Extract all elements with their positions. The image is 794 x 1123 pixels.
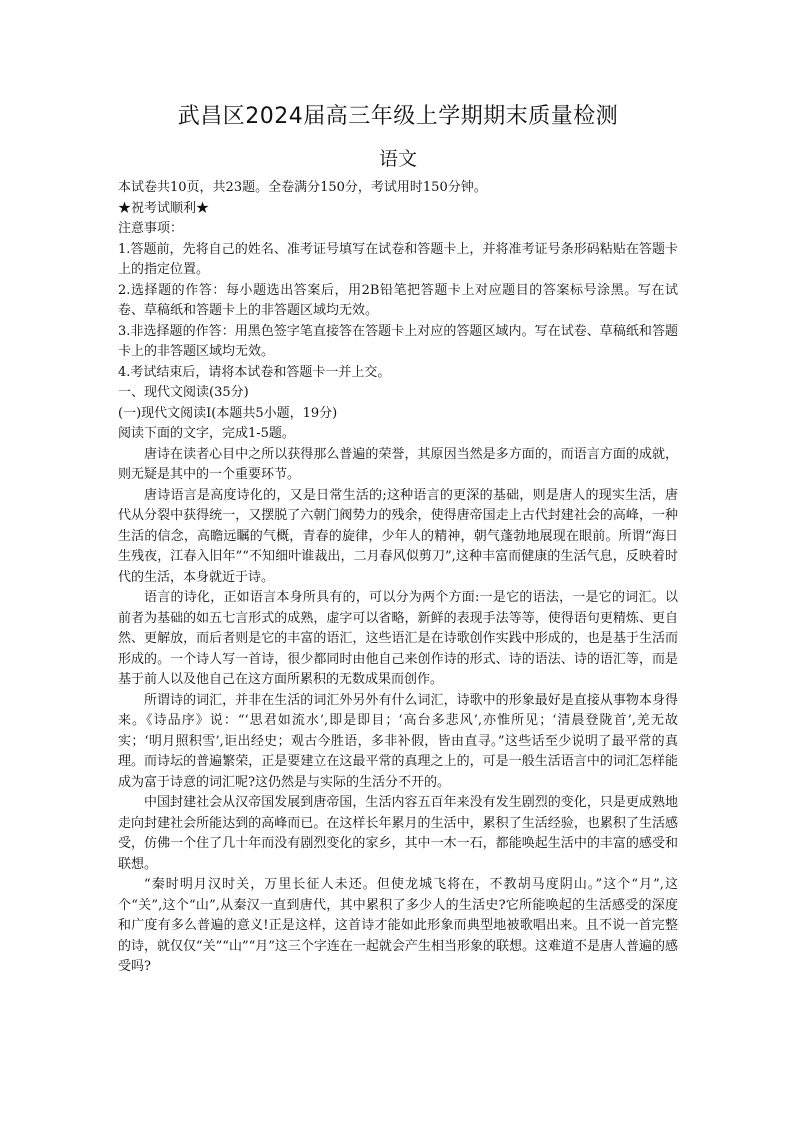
notice-item-3: 3.非选择题的作答：用黑色签字笔直接答在答题卡上对应的答题区域内。写在试卷、草稿纸和答题卡上的非答题区域均无效。: [118, 323, 678, 359]
section-subheading: (一)现代文阅读I(本题共5小题，19分): [118, 405, 338, 421]
passage-paragraph-6: “秦时明月汉时关，万里长征人未还。但使龙城飞将在，不教胡马度阴山。”这个“月”,这个“关”,这个“山”,从秦汉一直到唐代，其中累积了多少人的生活史?它所能唤起的生活感受的深度和广度有多么普遍的意义!正是这样，这首诗才能如此形象而典型地被歌唱出来。且不说一首完整的诗，就仅仅“关”“山”“月”这三个字连在一起就会产生相当形象的联想。这难道不是唐人普遍的感受吗?: [118, 877, 678, 974]
good-luck-line: ★祝考试顺利★: [118, 200, 210, 216]
section-heading: 一、现代文阅读(35分): [118, 385, 249, 400]
exam-info: 本试卷共10页，共23题。全卷满分150分，考试用时150分钟。: [118, 180, 487, 195]
reading-instruction: 阅读下面的文字，完成1-5题。: [118, 426, 295, 441]
passage-paragraph-1: 唐诗在读者心目中之所以获得那么普遍的荣誉，其原因当然是多方面的，而语言方面的成就，则无疑是其中的一个重要环节。: [118, 446, 678, 482]
notice-heading: 注意事项：: [118, 221, 184, 236]
passage-paragraph-5: 中国封建社会从汉帝国发展到唐帝国，生活内容五百年来没有发生剧烈的变化，只是更成熟地走向封建社会所能达到的高峰而已。在这样长年累月的生活中，累积了生活经验，也累积了生活感受，仿佛一个住了几十年而没有剧烈变化的家乡，其中一木一石，都能唤起生活中的丰富的感受和联想。: [118, 795, 678, 872]
notice-item-2: 2.选择题的作答：每小题选出答案后，用2B铅笔把答题卡上对应题目的答案标号涂黑。写在试卷、草稿纸和答题卡上的非答题区域均无效。: [118, 282, 678, 318]
notice-item-1: 1.答题前，先将自己的姓名、准考证号填写在试卷和答题卡上，并将准考证号条形码粘贴在答题卡上的指定位置。: [118, 241, 678, 277]
passage-paragraph-2: 唐诗语言是高度诗化的，又是日常生活的;这种语言的更深的基础，则是唐人的现实生活，唐代从分裂中获得统一，又摆脱了六朝门阀势力的残余，使得唐帝国走上古代封建社会的高峰，一种生活的信念，高瞻远瞩的气概，青春的旋律，少年人的精神，朝气蓬勃地展现在眼前。所谓“海日生残夜，江春入旧年”“不知细叶谁裁出，二月春风似剪刀”,这种丰富而健康的生活气息，反映着时代的生活，本身就近于诗。: [118, 487, 678, 585]
exam-title: 武昌区2024届高三年级上学期期末质量检测: [177, 104, 619, 129]
exam-page: [118, 96, 678, 978]
passage-paragraph-3: 语言的诗化，正如语言本身所具有的，可以分为两个方面:一是它的语法，一是它的词汇。以前者为基础的如五七言形式的成熟，虚字可以省略，新鲜的表现手法等等，使得语句更精炼、更自然、更解放，而后者则是它的丰富的语汇，这些语汇是在诗歌创作实践中形成的，也是基于生活而形成的。一个诗人写一首诗，很少都同时由他自己来创作诗的形式、诗的语法、诗的语汇等，而是基于前人以及他自己在这方面所累积的无数成果而创作。: [118, 590, 678, 687]
notice-item-4: 4.考试结束后，请将本试卷和答题卡一并上交。: [118, 364, 391, 380]
subject-title: 语文: [378, 148, 417, 170]
passage-paragraph-4: 所谓诗的词汇，并非在生活的词汇外另外有什么词汇，诗歌中的形象最好是直接从事物本身得来。《诗品序》说：“‘思君如流水’,即是即目；‘高台多悲风’,亦惟所见；‘清晨登陇首’,羌无故实；‘明月照积雪’,讵出经史；观古今胜语，多非补假，皆由直寻。”这些话至少说明了最平常的真理。而诗坛的普遍繁荣，正是要建立在这最平常的真理之上的，可是一般生活语言中的词汇怎样能成为富于诗意的词汇呢?这仍然是与实际的生活分不开的。: [118, 692, 678, 790]
